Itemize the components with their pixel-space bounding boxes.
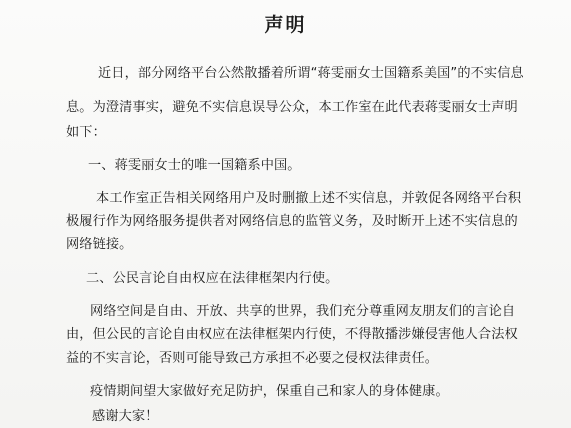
paragraph-2-line-1: 本工作室正告相关网络用户及时删撤上述不实信息，并敦促各网络平台积 xyxy=(96,191,522,206)
paragraph-2-line-2: 极履行作为网络服务提供者对网络信息的监管义务，及时断开上述不实信息的 xyxy=(66,214,518,229)
paragraph-1-line-3: 如下： xyxy=(66,125,106,140)
paragraph-2-line-3: 网络链接。 xyxy=(66,237,133,252)
section-1-heading: 一、蒋雯丽女士的唯一国籍系中国。 xyxy=(88,158,301,173)
paragraph-1-line-2: 息。为澄清事实，避免不实信息误导公众，本工作室在此代表蒋雯丽女士声明 xyxy=(66,100,518,115)
paragraph-3-line-2: 由，但公民的言论自由权应在法律框架内行使，不得散播涉嫌侵害他人合法权 xyxy=(66,327,518,342)
closing-thanks: 感谢大家！ xyxy=(92,409,159,424)
paragraph-3-line-1: 网络空间是自由、开放、共享的世界，我们充分尊重网友朋友们的言论自 xyxy=(90,304,516,319)
paragraph-4: 疫情期间望大家做好充足防护，保重自己和家人的身体健康。 xyxy=(90,384,449,399)
paragraph-3-line-3: 益的不实言论，否则可能导致己方承担不必要之侵权法律责任。 xyxy=(66,351,439,366)
section-2-heading: 二、公民言论自由权应在法律框架内行使。 xyxy=(86,271,339,286)
document-title: 声明 xyxy=(264,14,307,36)
paragraph-1-line-1: 近日，部分网络平台公然散播着所谓“蒋雯丽女士国籍系美国”的不实信息 xyxy=(98,66,524,81)
